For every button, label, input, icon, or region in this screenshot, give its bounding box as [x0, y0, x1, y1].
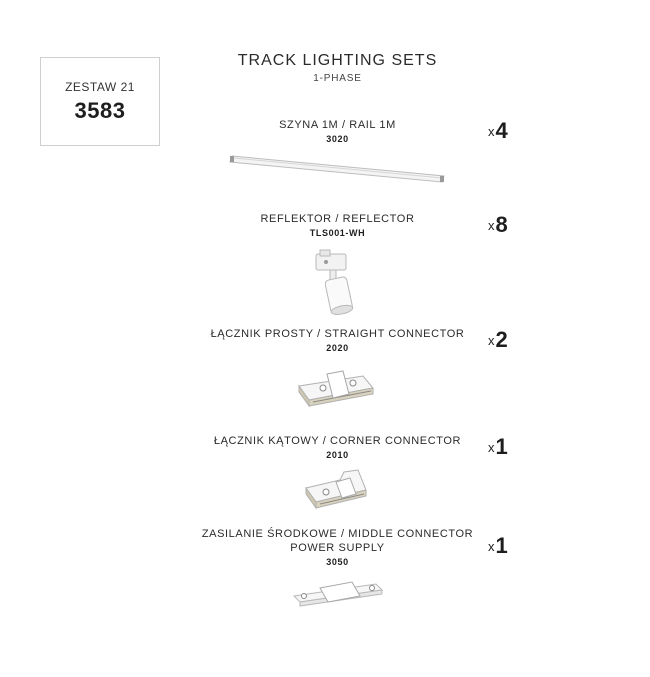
quantity-x: x [488, 333, 495, 348]
set-number: 3583 [74, 98, 126, 123]
quantity-x: x [488, 124, 495, 139]
quantity-number: 1 [495, 434, 508, 459]
set-label: ZESTAW 21 [65, 80, 135, 94]
item-name-line2: POWER SUPPLY [290, 542, 385, 554]
item-rail [180, 118, 495, 144]
item-code: TLS001-WH [309, 228, 366, 238]
item-code: 2020 [326, 343, 349, 353]
item-quantity [488, 533, 528, 559]
quantity-number: 1 [495, 533, 508, 558]
quantity-number: 4 [495, 118, 508, 143]
spotlight-icon [300, 248, 370, 318]
item-code: 3020 [326, 134, 349, 144]
item-name: ZASILANIE ŚRODKOWE / MIDDLE CONNECTOR [201, 528, 474, 540]
item-name: ŁĄCZNIK KĄTOWY / CORNER CONNECTOR [213, 435, 462, 447]
item-name: SZYNA 1M / RAIL 1M [279, 119, 396, 131]
page-subtitle: 1-PHASE [313, 73, 362, 84]
quantity-number: 2 [495, 327, 508, 352]
item-name: ŁĄCZNIK PROSTY / STRAIGHT CONNECTOR [210, 328, 465, 340]
straight-connector-icon [293, 364, 377, 410]
item-code: 3050 [326, 557, 349, 567]
item-reflector [180, 212, 495, 238]
quantity-x: x [488, 539, 495, 554]
item-quantity [488, 327, 528, 353]
set-box [40, 57, 160, 146]
item-quantity [488, 118, 528, 144]
page-title: TRACK LIGHTING SETS [237, 52, 438, 69]
item-corner-connector [180, 434, 495, 460]
item-name: REFLEKTOR / REFLECTOR [260, 213, 415, 225]
item-quantity [488, 434, 528, 460]
quantity-x: x [488, 440, 495, 455]
item-middle-connector [180, 527, 495, 567]
item-straight-connector [180, 327, 495, 353]
middle-power-supply-icon [290, 576, 386, 610]
quantity-number: 8 [495, 212, 508, 237]
track-rail-icon [228, 150, 450, 186]
quantity-x: x [488, 218, 495, 233]
item-quantity [488, 212, 528, 238]
corner-connector-icon [300, 466, 372, 510]
item-code: 2010 [326, 450, 349, 460]
